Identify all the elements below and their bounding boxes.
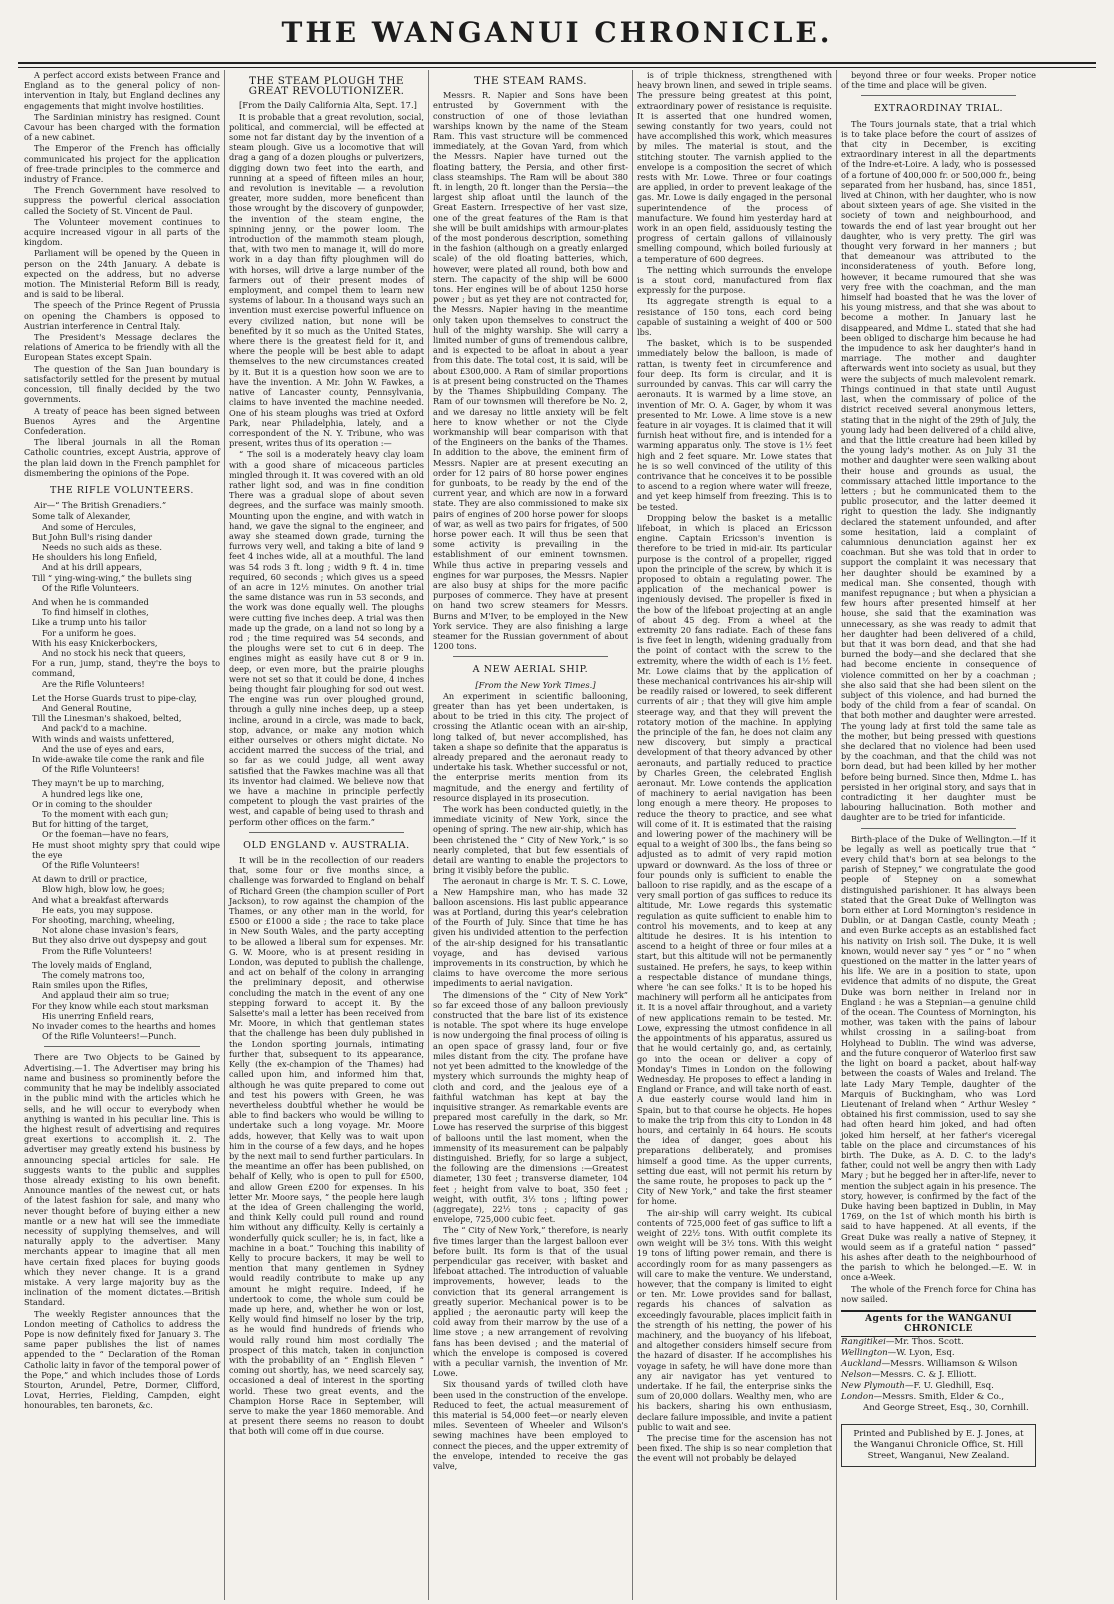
poem-stanza xyxy=(32,874,220,956)
agent-entry xyxy=(841,1337,1036,1348)
paragraph: “ The soil is a moderately heavy clay loam with a good share of micaceous particles mingled through it. It was covered with an old rather light sod, and was in fine condition There was a gradual slope of about seven degrees, and the surface was mainly smooth. Mounting upon the engine, and with watch in hand, we gave the signal to the engineer, and away she steamed down grade, turning the furrows very well, and taking a bite of land 9 feet 4 inches wide, all at a mouthful. The land was 54 rods 3 ft. long ; width 9 ft. 4 in. time required, 60 seconds ; which gives us a speed of an acre in 12½ minutes. On another trial the same distance was run in 53 seconds, and the work was done equally well. The ploughs were cutting five inches deep. A trial was then made up the grade, on a land not so long by a rod ; the time required was 54 seconds, and the ploughs were set to cut 6 in deep. The engines might as easily have cut 8 or 9 in. deep, or even more, but the prairie ploughs were not set so that it could be done, 4 inches being thought fair ploughing for sod out west. The engine was run over ploughed ground, through a gully nine inches deep, up a steep incline, around in a circle, was made to back, stop, advance, or make any motion which either ourselves or others might dictate. No accident marred the success of the trial, and so far as we could judge, all went away satisfied that the Fawkes machine was all that its inventor had claimed. We believe now that we have a machine in principle perfectly competent to plough the vast prairies of the west, and capable of being used to thrash and perform other offices on the farm.” xyxy=(229,449,424,827)
poem-line: Are the Rifle Volunteers! xyxy=(42,678,145,689)
news-brief: The French Government have resolved to suppress the powerful clerical association called the Society of St. Vincent de Paul. xyxy=(24,185,220,216)
divider xyxy=(453,656,608,657)
news-brief: The question of the San Juan boundary is satisfactorily settled for the present by mutual concession, till finally decided by the two governments. xyxy=(24,363,220,405)
poem-line: But for hitting of the target, xyxy=(32,819,149,830)
paragraph: An experiment in scientific ballooning, greater than has yet been undertaken, is about to be tried in this city. The project of crossing the Atlantic ocean with an air-ship, long talked of, but never accomplished, has taken a shape so definite that the apparatus is already prepared and the aeronaut ready to undertake his task. Whether successful or not, the enterprise merits mention from its magnitude, and the energy and fertility of resource displayed in its prosecution. xyxy=(433,690,628,803)
advertising-article: There are Two Objects to be Gained by Advertising.—1. The Advertiser may bring his name and business so prominently before the community that he may be indelibly associated in the public mind with the articles which he sells, and he will occur to everybody when anything is wanted in his peculiar line. This is the highest result of advertising and requires great exertions to accomplish it. 2. The advertiser may greatly extend his business by announcing special articles for sale. He suggests wants to the public and supplies those already existing to his own benefit. Announce mantles of the newest cut, or hats of the latest fashion for sale, and many who never thought before of buying either a new mantle or a new hat will see the immediate necessity of supplying themselves, and will naturally apply to the advertiser. Many merchants appear to imagine that all men have certain fixed places for buying goods which they never change. It is a grand mistake. A very large majority buy as the inclination of the moment dictates.—British Standard. xyxy=(24,1052,220,1308)
steam-plough-body xyxy=(229,112,424,827)
poem-line: And General Routine, xyxy=(42,702,132,713)
agent-place: Nelson xyxy=(841,1370,872,1381)
poem-line: He shoulders his long Enfield, xyxy=(32,552,158,563)
poem-line: And when he is commanded xyxy=(32,596,149,607)
poem-stanza xyxy=(32,960,220,1042)
duke-article: Birth-place of the Duke of Wellington.—If it be legally as well as poetically true that “ every child that's born at sea belongs to the parish of Stepney,” we congratulate the good people of Stepney on a somewhat distinguished parishioner. It has always been stated that the Great Duke of Wellington was born either at Lord Mornington's residence in Dublin, or at Dangan Castle, county Meath ; and even Burke accepts as an established fact his nativity on Irish soil. The Duke, it is well known, would never say “ yes ” or “ no ” when questioned on the matter in the latter years of his life. We are in a position to state, upon evidence that admits of no dispute, the Great Duke was born neither in Ireland nor in England : he was a Stepnian—a genuine child of the ocean. The Countess of Mornington, his mother, was taken with the pains of labour whilst crossing in a sailing-boat from Holyhead to Dublin. The wind was adverse, and the future conqueror of Waterloo first saw the light on board a packet, about half-way between the coasts of Wales and Ireland. The late Lady Mary Temple, daughter of the Marquis of Buckingham, who was Lord Lieutenant of Ireland when “ Arthur Wesley ” obtained his first commission, used to say she had often heard him joked, and had often joked him herself, at her father's viceregal table on the place and circumstances of his birth. The Duke, as A. D. C. to the lady's father, could not well be angry then with Lady Mary ; but he begged her in after-life, never to mention the subject again in his presence. The story, however, is confirmed by the fact of the Duke having been baptized in Dublin, in May 1769, on the 1st of which month his birth is said to have happened. At all events, if the Great Duke was really a native of Stepney, it would seem as if a grateful nation “ passed” his ashes after death to the neighbourhood of the parish to which he belonged.—E. W. in once a-Week. xyxy=(841,833,1036,1283)
agent-entry xyxy=(841,1348,1036,1359)
agent-name: —W. Lyon, Esq. xyxy=(887,1348,955,1359)
agent-name: —Messrs. C. & J. Elliott. xyxy=(871,1370,977,1381)
agents-heading: Agents for the WANGANUI CHRONICLE xyxy=(841,1310,1036,1337)
paragraph: It is probable that a great revolution, social, political, and commercial, will be effected at some not far distant day by the invention of a steam plough. Give us a locomotive that will drag a gang of a dozen ploughs or pulverizers, digging down two feet into the earth, and running at a speed of fifteen miles an hour, and revolution is inevitable — a revolution greater, more sudden, more beneficent than those wrought by the discovery of gunpowder, the invention of the steam engine, the spinning jenny, or the power loom. The introduction of the mammoth steam plough, that, with two men to manage it, will do more work in a day than fifty ploughmen will do with horses, will drive a large number of the farmers out of their present modes of employment, and compel them to learn new systems of labour. In a thousand ways such an invention must exercise powerful influence on every civilized nation, but none will be benefited by it so much as the United States, where there is the greatest field for it, and where the people will be best able to adapt themselves to the new circumstances created by it. But it is a question how soon we are to have the invention. A Mr. John W. Fawkes, a native of Lancaster county, Pennsylvania, claims to have invented the machine needed. One of his steam ploughs was tried at Oxford Park, near Philadelphia, lately, and a correspondent of the N. Y. Tribune, who was present, writes thus of its operation :— xyxy=(229,111,424,449)
poem-line: Rain smiles upon the Rifles, xyxy=(32,980,148,991)
newspaper-title: THE WANGANUI CHRONICLE. xyxy=(281,16,833,49)
poem-line: But they also drive out dyspepsy and gout xyxy=(32,935,207,946)
poem-line: With winds and waists unfettered, xyxy=(32,733,175,744)
poem-line: Like a trump unto his tailor xyxy=(32,617,147,628)
agent-name: —Mr. Thos. Scott. xyxy=(885,1337,964,1348)
agent-name: —Messrs. Williamson & Wilson xyxy=(881,1359,1018,1370)
aerial-ship-source: [From the New York Times.] xyxy=(475,679,596,690)
poem-line: From the Rifle Volunteers! xyxy=(42,945,153,956)
paragraph: The Tours journals state, that a trial which is to take place before the court of assizes of that city in December, is exciting extraordinary interest in all the departments of the Indre-et-Loire. A lady, who is possessed of a fortune of 400,000 fr. or 500,000 fr., being separated from her husband, has, since 1851, lived at Chinon, with her daughter, who is now about sixteen years of age. She visited in the society of town and neighbourhood, and towards the end of last year brought out her daughter, who is very pretty. The girl was thought very forward in her manners ; but that demeanour was attributed to the inconsiderateness of youth. Before long, however, it became rumoured that she was very free with the coachman, and the man himself had boasted that he was the lover of his young mistress, and that she was about to become a mother. In January last he disappeared, and Mdme L. stated that she had been obliged to discharge him because he had the impudence to ask her daughter's hand in marriage. The mother and daughter afterwards went into society as usual, but they were the subjects of much malevolent remark. Things continued in that state until August last, when the commissary of police of the district received several anonymous letters, stating that in the night of the 29th of July, the young lady had been delivered of a child alive, and that the little creature had been killed by the young lady's mother. As on July 31 the mother and daughter were seen walking about their house and grounds as usual, the commissary attached little importance to the letters ; but he communicated them to the public prosecutor, and the latter deemed it right to question the lady. She indignantly declared the statement unfounded, and after some hesitation, laid a complaint of calumnious denunciation against her ex coachman. But she was told that in order to support the complaint it was necessary that her daughter should be examined by a medical man. She consented, though with manifest repugnance ; but when a physician a few hours after presented himself at her house, she said that the examination was unnecessary, as she was ready to admit that her daughter had been delivered of a child, but that it was born dead, and that she had burned the body—and she declared that she had become enciente in consequence of violence committed on her by a coachman ; she also said that she had been silent on the subject of this violence, and had burned the body of the child from a fear of scandal. On that both mother and daughter were arrested. The young lady at first told the same tale as the mother, but being pressed with questions she declared that no violence had been used by the coachman, and that the child was not born dead, but had been killed by her mother before being burned. Since then, Mdme L. has persisted in her original story, and says that in contradicting it her daughter must be labouring hallucination. Both mother and daughter are to be tried for infanticide. xyxy=(841,118,1036,823)
rifle-volunteers-air: Air—“ The British Grenadiers.” xyxy=(34,500,167,511)
poem-line: In wide-awake tile come the rank and file xyxy=(32,754,205,764)
poem-stanza xyxy=(32,511,220,593)
poem-line: And no stock his neck that queers, xyxy=(42,647,186,658)
poem-line: And the use of eyes and ears, xyxy=(42,743,165,754)
poem-line: Not alone chase invasion's fears, xyxy=(42,925,179,936)
poem-line: He must shoot mighty spry that could wipe the eye xyxy=(32,839,220,860)
poem-stanza xyxy=(32,693,220,775)
poem-line: The comely matrons too, xyxy=(42,970,145,981)
poem-line: Of the Rifle Volunteers. xyxy=(42,582,140,593)
paragraph: The netting which surrounds the envelope is a stout cord, manufactured from flax expressly for the purpose. xyxy=(637,264,832,296)
poem-line: For shooting, marching, wheeling, xyxy=(32,915,175,926)
column-3 xyxy=(428,70,632,1600)
divider xyxy=(861,828,1016,829)
aerial-ship-title: A NEW AERIAL SHIP. xyxy=(472,664,589,676)
news-brief: The Emperor of the French has officially communicated his project for the application of free-trade principles to the commerce and industry of France. xyxy=(24,143,220,185)
agent-place: London xyxy=(841,1392,874,1403)
aerial-ship-continued xyxy=(637,70,832,1464)
poem-line: Or the foeman—have no fears, xyxy=(42,829,169,840)
rifle-volunteers-title: THE RIFLE VOLUNTEERS. xyxy=(49,484,195,496)
column-1 xyxy=(20,70,224,1600)
poem-line: Or in coming to the shoulder xyxy=(32,798,152,809)
poem-line: With his easy Knickerbockers, xyxy=(32,637,158,648)
news-brief: The Sardinian ministry has resigned. Count Cavour has been charged with the formation of a new cabinet. xyxy=(24,111,220,143)
australia-title: OLD ENGLAND v. AUSTRALIA. xyxy=(243,839,410,851)
paragraph: The “ City of New York,” therefore, is nearly five times larger than the largest balloon ever before built. Its form is that of the usual perpendicular gas receiver, with basket and lifeboat attached. The introduction of valuable improvements, however, leads to the conviction that its general arrangement is greatly superior. Mechanical power is to be applied ; the aeronautic party will keep the cold away from their marrow by the use of a lime stove ; a new arrangement of revolving fans has been devised ; and the material of which the envelope is composed is covered with a peculiar varnish, the invention of Mr. Lowe. xyxy=(433,1225,628,1379)
trial-title: EXTRAORDINAY TRIAL. xyxy=(873,103,1004,115)
poem-stanza xyxy=(32,778,220,870)
agent-name: —F. U. Gledhill, Esq. xyxy=(904,1381,994,1392)
poem-line: At dawn to drill or practice, xyxy=(32,874,148,885)
agent-name: And George Street, Esq., 30, Cornhill. xyxy=(863,1403,1029,1414)
agent-place: New Plymouth xyxy=(841,1381,905,1392)
poem-line: For they know while each stout marksman xyxy=(32,1000,209,1011)
agent-name: —Messrs. Smith, Elder & Co., xyxy=(873,1392,1005,1403)
masthead xyxy=(0,0,1114,62)
paragraph: Six thousand yards of twilled cloth have been used in the construction of the envelope. Reduced to feet, the actual measurement of this material is 54,000 feet—or nearly eleven miles. Seventeen of Wheeler and Wilson's sewing machines have been employed to connect the pieces, and the upper extremity of the envelope, intended to receive the gas valve, xyxy=(433,1379,628,1472)
divider xyxy=(44,1046,200,1047)
poem-line: And what a breakfast afterwards xyxy=(32,894,169,905)
columns xyxy=(20,70,1094,1600)
news-brief: The liberal journals in all the Roman Catholic countries, except Austria, approve of the plan laid down in the French pamphlet for dismembering the opinions of the Pope. xyxy=(24,437,220,478)
poem-line: And applaud their aim so true; xyxy=(42,990,170,1001)
imprint: Printed and Published by E. J. Jones, at the Wanganui Chronicle Office, St. Hill Street, Wanganui, New Zealand. xyxy=(841,1424,1036,1467)
news-brief: The President's Message declares the relations of America to be friendly with all the European States except Spain. xyxy=(24,332,220,363)
news-brief: Parliament will be opened by the Queen in person on the 24th January. A debate is expected on the address, but no adverse motion. The Ministerial Reform Bill is ready, and is said to be liberal. xyxy=(24,248,220,300)
agent-place: Rangitikei xyxy=(841,1337,886,1348)
poem-line: For a run, jump, stand, they're the boys to command, xyxy=(32,658,220,679)
poem-line: To find himself in clothes, xyxy=(42,607,149,618)
poem-line: Blow high, blow low, he goes; xyxy=(42,884,165,895)
paragraph: It will be in the recollection of our readers that, some four or five months since, a challenge was forwarded to England on behalf of Richard Green (the champion sculler of Port Jackson), to row against the champion of the Thames, or any other man in the world, for £500 or £1000 a side ; the race to take place in New South Wales, and the party accepting to be allowed a liberal sum for expenses. Mr. G. W. Moore, who is at present residing in London, was deputed to publish the challenge, and act on behalf of the colony in arranging the preliminary deposit, and otherwise concluding the match in the event of any one stepping forward to accept it. By the Salsette's mail a letter has been received from Mr. Moore, in which that gentleman states that the challenge has been duly published in the London sporting journals, intimating further that, subsequent to its appearance, Kelly (the ex-champion of the Thames) had called upon him, and informed him that, although he was quite prepared to come out and test his powers with Green, he was nevertheless doubtful whether he would be able to find backers who would be willing to undertake such a long voyage. Mr. Moore adds, however, that Kelly was to wait upon him in the course of a few days, and he hopes by the next mail to send further particulars. In the meantime an offer has been published, on behalf of Kelly, who is open to pull for £500, and allow Green £200 for expenses. In his letter Mr. Moore says, “ the people here laugh at the idea of Green challenging the world, and think Kelly could pull round and round him without any difficulty. Kelly is certainly a wonderfully quick sculler; he is, in fact, like a machine in a boat.” Touching this inability of Kelly to procure backers, it may be well to mention that many gentlemen in Sydney would readily contribute to make up any amount he might require. Indeed, if he undertook to come, the whole sum could be made up here, and, whether he won or lost, Kelly would find himself no loser by the trip, as he would find hundreds of friends who would rally round him most cordially The prospect of this match, taken in conjunction with the probability of an “ English Eleven ” coming out shortly, has, we need scarcely say, occasioned a deal of interest in the sporting world. These two great events, and the Champion Horse Race in September, will serve to make the year 1860 memorable. And at present there seems no reason to doubt that both will come off in due course. xyxy=(229,855,424,1437)
agents-list xyxy=(841,1337,1036,1414)
poem xyxy=(32,511,220,1041)
poem-line: And at his drill appears, xyxy=(42,562,142,573)
steam-plough-source: [From the Daily California Alta, Sept. 17.] xyxy=(239,100,417,111)
agent-place: Wellington xyxy=(841,1348,888,1359)
paragraph: The air-ship will carry weight. Its cubical contents of 725,000 feet of gas suffice to lift a weight of 22½ tons. With outfit complete its own weight will be 3½ tons. With this weight 19 tons of lifting power remain, and there is accordingly room for as many passengers as will care to make the venture. We understand, however, that the company is limited to eight or ten. Mr. Lowe provides sand for ballast, regards his chances of salvation as exceedingly favourable, places implicit faith in the strength of his netting, the power of his machinery, and the buoyancy of his lifeboat, and altogether considers himself secure from the hazard of disaster. If he accomplishes his voyage in safety, he will have done more than any air navigator has yet ventured to undertake. If he fail, the enterprise sinks the sum of 20,000 dollars. Wealthy men, who are his backers, sharing his own enthusiasm, declare failure impossible, and invite a patient public to wait and see. xyxy=(637,1207,832,1432)
paragraph: The aeronaut in charge is Mr. T. S. C. Lowe, a New Hampshire man, who has made 32 balloon ascensions. His last public appearance was at Portland, during this year's celebration of the Fourth of July. Since that time he has given his undivided attention to the perfection of the air-ship designed for his transatlantic voyage, and has devised various improvements in its construction, by which he claims to have overcome the more serious impediments to aerial navigation. xyxy=(433,876,628,989)
poem-line: His unerring Enfield rears, xyxy=(42,1010,154,1021)
poem-line: They mayn't be up to marching, xyxy=(32,778,165,789)
poem-line: For a uniform he goes. xyxy=(42,627,137,638)
paragraph: Dropping below the basket is a metallic lifeboat, in which is placed an Ericsson engine. Captain Ericsson's invention is therefore to be tried in mid-air. Its particular purpose is the control of a propeller, rigged upon the principle of the screw, by which it is proposed to obtain a regulating power. The application of the mechanical power is ingeniously devised. The propeller is fixed in the bow of the lifeboat projecting at an angle of about 45 deg. From a wheel at the extremity 20 fans radiate. Each of these fans is five feet in length, widening gradually from the point of contact with the screw to the extremity, where the width of each is 1½ feet. Mr. Lowe claims that by the application of these mechanical contrivances his air-ship will be readily raised or lowered, to seek different currents of air ; that they will give him ample steerage way, and that they will prevent the rotatory motion of the machine. In applying the principle of the fan, he does not claim any new discovery, but simply a practical development of that theory advanced by other aeronauts, and partially reduced to practice by Charles Green, the celebrated English aeronaut. Mr. Lowe contends the application of machinery to aerial navigation has been long enough a mere theory. He proposes to reduce the theory to practice, and see what will come of it. It is estimated that the raising and lowering power of the machinery will be equal to a weight of 300 lbs., the fans being so adjusted as to admit of very rapid motion upward or downward. As the loss of three or four pounds only is sufficient to enable the balloon to rise rapidly, and as the escape of a very small portion of gas suffices to reduce its altitude, Mr. Lowe regards this systematic regulation as quite sufficient to enable him to control his movements, and to keep at any altitude he desires. It is his intention to ascend to a height of three or four miles at a start, but this altitude will not be permanently sustained. He prefers, he says, to keep within a respectable distance of mundane things, where 'he can see folks.' It is to be hoped his machinery will perform all he anticipates from it. It is a novel affair throughout, and a variety of new applications remain to be tested. Mr. Lowe, expressing the utmost confidence in all the appointments of his apparatus, assured us that he would certainly go, and, as certainly, go into the ocean or deliver a copy of Monday's Times in London on the following Wednesday. He proposes to effect a landing in England or France, and will take north of east. A due easterly course would land him in Spain, but to that course he objects. He hopes to make the trip from this city to London in 48 hours, and certainly in 64 hours. He scouts the idea of danger, goes about his preparations deliberately, and promises himself a good time. As the upper currents, setting due east, will not permit his return by the same route, he proposes to pack up the “ City of New York,” and take the first steamer for home. xyxy=(637,512,832,1207)
column-2 xyxy=(224,70,428,1600)
paragraph: Messrs. R. Napier and Sons have been entrusted by Government with the construction of one of those leviathan warships known by the name of the Steam Ram. This vast structure will be commenced immediately, at the Govan Yard, from which the Messrs. Napier have turned out the floating battery, the Persia, and other first-class steamships. The Ram will be about 380 ft. in length, 20 ft. longer than the Persia—the largest ship afloat until the launch of the Great Eastern. Irrespective of her vast size, one of the great features of the Ram is that she will be built amidships with armour-plates of the most ponderous description, something in the fashion (although on a greatly enlarged scale) of the old floating batteries, which, however, were plated all round, both bow and stern. The capacity of the ship will be 6000 tons. Her engines will be of about 1250 horse power ; but as yet they are not contracted for, the Messrs. Napier having in the meantime only taken upon themselves to construct the hull of the mighty warship. She will carry a limited number of guns of tremendous calibre, and is expected to be afloat in about a year from this date. The total cost, it is said, will be about £300,000. A Ram of similar proportions is at present being constructed on the Thames by the Thames Shipbuilding Company. The Ram of our townsmen will therefore be No. 2, and we daresay no little anxiety will be felt here to know whether or not the Clyde workmanship will bear comparison with that of the Engineers on the banks of the Thames. In addition to the above, the eminent firm of Messrs. Napier are at present executing an order for 12 pairs of 80 horse power engines for gunboats, to be ready by the end of the current year, and which are now in a forward state. They are also commissioned to make six pairs of engines of 200 horse power for sloops of war, as well as two pairs for frigates, of 500 horse power each. It will thus be seen that some activity is prevailing in the establishment of our eminent townsmen. While thus active in preparing vessels and engines for war purposes, the Messrs. Napier are also busy at ships for the more pacific purposes of commerce. They have at present on hand two screw steamers for Messrs. Burns and M'Iver, to be employed in the New York service. They are also finishing a large steamer for the Russian government of about 1200 tons. xyxy=(433,90,628,652)
poem-line: He eats, you may suppose. xyxy=(42,904,153,915)
trial-body xyxy=(841,119,1036,823)
news-brief: A perfect accord exists between France and England as to the general policy of non-intervention in Italy, but England declines any engagements that might involve hostilities. xyxy=(24,70,220,111)
poem-line: No invader comes to the hearths and homes xyxy=(32,1021,216,1032)
divider xyxy=(861,95,1016,96)
agent-entry xyxy=(841,1359,1036,1370)
poem-line: To the moment with each gun; xyxy=(42,809,169,820)
poem-line: And pack'd to a machine. xyxy=(42,723,147,734)
column-5 xyxy=(836,70,1040,1600)
column-4 xyxy=(632,70,836,1600)
poem-line: Till the Linesman's shakoed, belted, xyxy=(32,713,182,724)
paragraph: The work has been conducted quietly, in the immediate vicinity of New York, since the opening of spring. The new air-ship, which has been christened the “ City of New York,” is so nearly completed, that but few essentials of detail are wanting to enable the projectors to bring it visibly before the public. xyxy=(433,804,628,876)
poem-line: Of the Rifle Volunteers! xyxy=(42,860,140,871)
poem-stanza xyxy=(32,597,220,689)
paragraph: Its aggregate strength is equal to a resistance of 150 tons, each cord being capable of sustaining a weight of 400 or 500 lbs. xyxy=(637,296,832,338)
agent-entry xyxy=(841,1381,1036,1392)
divider xyxy=(249,832,404,833)
news-brief: The Volunteer movement continues to acquire increased vigour in all parts of the kingdom. xyxy=(24,216,220,248)
masthead-rule xyxy=(18,62,1096,68)
paragraph: The dimensions of the “ City of New York” so far exceed those of any balloon previously constructed that the bare list of its existence is notable. The spot where its huge envelope is now undergoing the final process of oiling is an open space of grassy land, four or five miles distant from the city. The profane have not yet been admitted to the knowledge of the mystery which surrounds the mighty heap of cloth and cord, and the jealous eye of a faithful watchman has kept at bay the inquisitive stranger. As remarkable events are prepared most carefully in the dark, so Mr. Lowe has reserved the surprise of this biggest of balloons until the last moment, when the immensity of its measurement can be palpably distinguished. Briefly, for so large a subject, the following are the dimensions :—Greatest diameter, 130 feet ; transverse diameter, 104 feet ; height from valve to boat, 350 feet ; weight, with outfit, 3½ tons ; lifting power (aggregate), 22½ tons ; capacity of gas envelope, 725,000 cubic feet. xyxy=(433,989,628,1225)
poem-line: The lovely maids of England, xyxy=(32,959,153,970)
poem-line: Of the Rifle Volunteers! xyxy=(42,764,140,775)
steam-plough-title: THE STEAM PLOUGH THE GREAT REVOLUTIONIZER. xyxy=(248,75,405,98)
paragraph: is of triple thickness, strengthened with heavy brown linen, and sewed in triple seams. The pressure being greatest at this point, extraordinary power of resistance is requisite. It is asserted that one hundred women, sewing constantly for two years, could not have accomplished this work, which measures by miles. The material is stout, and the stitching stouter. The varnish applied to the envelope is a composition the secret of which rests with Mr. Lowe. Three or four coatings are applied, in order to prevent leakage of the gas. Mr. Lowe is daily engaged in the personal superintendence of the process of manufacture. We found him yesterday hard at work in an open field, assiduously testing the progress of certain gallons of villainously smelling compound, which boiled furiously at a temperature of 600 degrees. xyxy=(637,70,832,264)
steam-rams-title: THE STEAM RAMS. xyxy=(473,75,588,87)
poem-line: Of the Rifle Volunteers!—Punch. xyxy=(42,1031,177,1042)
poem-line: And some of Hercules, xyxy=(42,521,136,532)
agent-entry xyxy=(841,1392,1036,1403)
news-brief: The speech of the Prince Regent of Prussia on opening the Chambers is opposed to Austrian interference in Central Italy. xyxy=(24,300,220,331)
china-article: The whole of the French force for China has now sailed. xyxy=(841,1283,1036,1304)
agent-entry xyxy=(841,1370,1036,1381)
poem-line: Till “ ying-wing-wing,” the bullets sing xyxy=(32,572,192,583)
australia-body xyxy=(229,855,424,1437)
news-brief: A treaty of peace has been signed between Buenos Ayres and the Argentine Confederation. xyxy=(24,405,220,436)
poem-line: Needs no such aids as these. xyxy=(42,541,162,552)
paragraph: The precise time for the ascension has not been fixed. The ship is so near completion that the event will not probably be delayed xyxy=(637,1433,832,1464)
paragraph: The basket, which is to be suspended immediately below the balloon, is made of rattan, is twenty feet in circumference and four deep. Its form is circular, and it is surrounded by canvas. This car will carry the aeronauts. It is warmed by a lime stove, an invention of Mr. O. A. Gager, by whom it was presented to Mr. Lowe. A lime stove is a new feature in air voyages. It is claimed that it will furnish heat without fire, and is intended for a warming apparatus only. The stove is 1½ feet high and 2 feet square. Mr. Lowe states that he is so well convinced of the utility of this contrivance that he conceives it to be possible to ascend to a region where water will freeze, and yet keep himself from freezing. This is to be tested. xyxy=(637,338,832,512)
poem-line: But John Bull's rising dander xyxy=(32,531,152,542)
steam-rams-body xyxy=(433,90,628,651)
catholic-meeting-article: The weekly Register announces that the London meeting of Catholics to address the Pope is now definitely fixed for January 3. The same paper publishes the list of names appended to the “ Declaration of the Roman Catholic laity in favor of the temporal power of the Pope,” and which includes those of Lords Stourton, Arundel, Petre, Dormer, Clifford, Lovat, Herries, Fielding, Campden, eight honourables, ten baronets, &c. xyxy=(24,1308,220,1411)
poem-line: A hundred legs like one, xyxy=(42,788,143,799)
aerial-ship-body xyxy=(433,691,628,1471)
poem-line: Some talk of Alexander, xyxy=(32,511,131,522)
agent-entry xyxy=(841,1403,1036,1414)
poem-line: Let the Horse Guards trust to pipe-clay, xyxy=(32,692,197,703)
aerial-ship-ending: beyond three or four weeks. Proper notice of the time and place will be given. xyxy=(841,70,1036,91)
agent-place: Auckland xyxy=(841,1359,882,1370)
news-briefs xyxy=(24,70,220,478)
